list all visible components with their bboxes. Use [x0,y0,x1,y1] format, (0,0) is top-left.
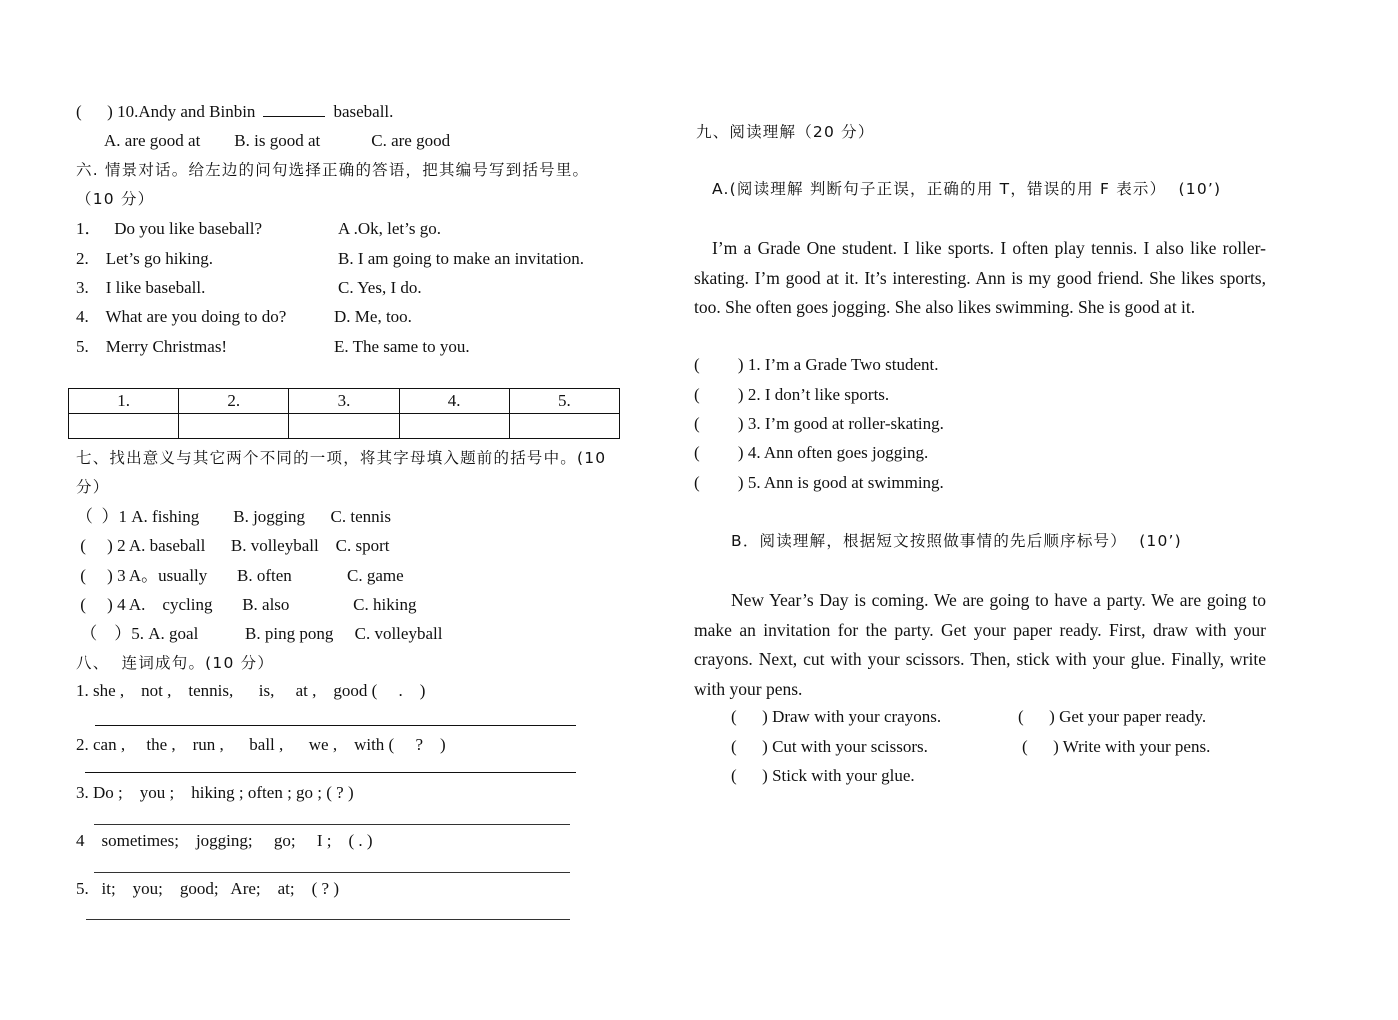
dialog-question: 5. Merry Christmas! [76,337,228,356]
odd-one-out-item: （ ）1 A. fishing B. jogging C. tennis [76,507,391,526]
answer-cell[interactable] [289,414,399,439]
odd-one-out-item: ( ) 3 A。usually B. often C. game [76,566,404,585]
section-9-title: 九、阅读理解（20 分） [696,123,875,141]
answer-table-header [69,389,620,414]
word-order-item: 1. she , not , tennis, is, at , good ( . ) [76,681,426,700]
dialog-question: 2. Let’s go hiking. [76,249,213,268]
part-a-title: A.(阅读理解 判断句子正误，正确的用 T，错误的用 F 表示） (10’) [712,180,1222,198]
true-false-item: ( ) 2. I don’t like sports. [694,385,890,404]
question-10 [76,101,393,123]
answer-table-header-cell: 3. [289,389,399,414]
answer-line[interactable] [85,772,576,773]
answer-line[interactable] [95,725,576,726]
true-false-item: ( ) 3. I’m good at roller-skating. [694,414,944,433]
word-order-item: 5. it; you; good; Are; at; ( ? ) [76,879,339,898]
section-7-score: 分） [76,478,110,496]
dialog-question: 1． Do you like baseball? [76,219,263,238]
answer-table-header-cell: 1. [69,389,179,414]
question-10-stem-a: ( ) 10.Andy and Binbin [76,102,256,121]
word-order-item: 3. Do ; you ; hiking ; often ; go ; ( ? ) [76,783,354,802]
answer-cell[interactable] [69,414,179,439]
section-8-title: 八、 连词成句。(10 分） [76,654,275,672]
answer-line[interactable] [94,872,570,873]
answer-line[interactable] [86,919,570,920]
dialog-answer: A .Ok, let’s go. [338,219,441,238]
section-6-title: 六. 情景对话。给左边的问句选择正确的答语，把其编号写到括号里。 [76,161,590,179]
answer-table-header-cell: 2. [179,389,289,414]
section-7-title: 七、找出意义与其它两个不同的一项，将其字母填入题前的括号中。(10 [76,449,607,467]
true-false-item: ( ) 1. I’m a Grade Two student. [694,355,939,374]
answer-line[interactable] [94,824,570,825]
order-item: ( ) Stick with your glue. [731,766,915,785]
odd-one-out-item: ( ) 2 A. baseball B. volleyball C. sport [76,536,390,555]
answer-blank[interactable] [263,102,325,117]
order-item: ( ) Cut with your scissors. [731,737,928,756]
question-10-options: A. are good at B. is good at C. are good [104,131,451,150]
true-false-item: ( ) 5. Ann is good at swimming. [694,473,944,492]
dialog-question: 3. I like baseball. [76,278,206,297]
part-b-title: B．阅读理解，根据短文按照做事情的先后顺序标号） (10’) [731,532,1182,550]
answer-table-header-cell: 4. [399,389,509,414]
part-a-passage: I’m a Grade One student. I like sports. I often play tennis. I also like roller-skating. I’m good at it. It’s interesting. Ann is my good friend. She likes sports, too. She often goes jogging. She also likes swimming. She is good at it. [694,238,1266,317]
question-10-stem-b: baseball. [333,102,394,121]
order-item: ( ) Write with your pens. [1022,737,1211,756]
answer-cell[interactable] [179,414,289,439]
answer-table [68,388,620,439]
dialog-question: 4. What are you doing to do? [76,307,287,326]
order-item: ( ) Get your paper ready. [1018,707,1207,726]
dialog-answer: D. Me, too. [334,307,412,326]
dialog-answer: C. Yes, I do. [338,278,422,297]
word-order-item: 4 sometimes; jogging; go; I ; ( . ) [76,831,373,850]
dialog-answer: B. I am going to make an invitation. [338,249,584,268]
answer-table-row [69,414,620,439]
dialog-answer: E. The same to you. [334,337,470,356]
order-item: ( ) Draw with your crayons. [731,707,942,726]
word-order-item: 2. can , the , run , ball , we , with ( ? ) [76,735,446,754]
true-false-item: ( ) 4. Ann often goes jogging. [694,443,929,462]
answer-cell[interactable] [399,414,509,439]
answer-cell[interactable] [509,414,619,439]
answer-table-header-cell: 5. [509,389,619,414]
part-b-passage: New Year’s Day is coming. We are going to have a party. We are going to make an invitation for the party. Get your paper ready. First, draw with your crayons. Next, cut with your scissors. Then, stick with your glue. Finally, write with your pens. [694,590,1266,699]
odd-one-out-item: ( ) 4 A. cycling B. also C. hiking [76,595,417,614]
section-6-score: （10 分） [76,190,155,208]
odd-one-out-item: （ ）5. A. goal B. ping pong C. volleyball [76,624,443,643]
